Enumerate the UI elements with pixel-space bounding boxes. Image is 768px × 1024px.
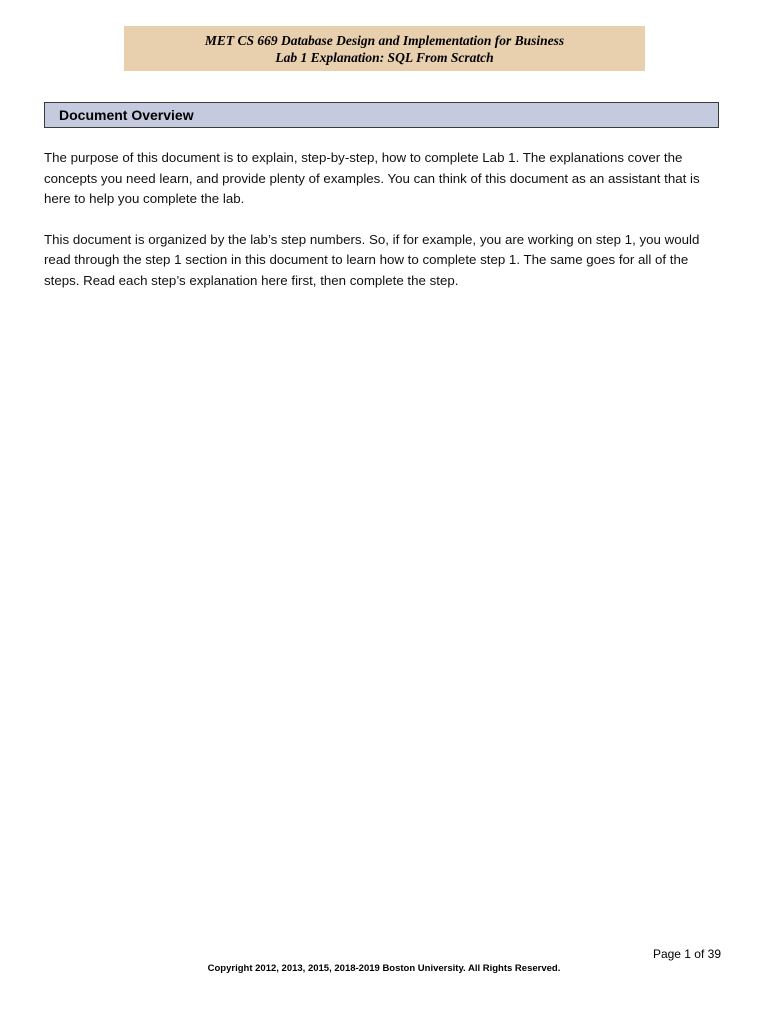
document-title-line-1: MET CS 669 Database Design and Implementation for Business <box>204 32 565 48</box>
document-title-banner <box>124 26 645 71</box>
body-paragraph-1: The purpose of this document is to explain, step-by-step, how to complete Lab 1. The explanations cover the concepts you need learn, and provide plenty of examples. You can think of this document as an assistant that is here to help you complete the lab. <box>44 150 700 206</box>
document-body <box>44 148 721 311</box>
section-heading-label: Document Overview <box>59 107 194 123</box>
body-paragraph-2: This document is organized by the lab’s step numbers. So, if for example, you are working on step 1, you would read through the step 1 section in this document to learn how to complete step 1. The same goes for all of the steps. Read each step’s explanation here first, then complete the step. <box>44 231 700 288</box>
copyright-notice: Copyright 2012, 2013, 2015, 2018-2019 Boston University. All Rights Reserved. <box>207 963 561 974</box>
section-heading-box <box>44 102 719 128</box>
document-title-line-2: Lab 1 Explanation: SQL From Scratch <box>275 49 494 65</box>
page-number: Page 1 of 39 <box>652 947 721 961</box>
